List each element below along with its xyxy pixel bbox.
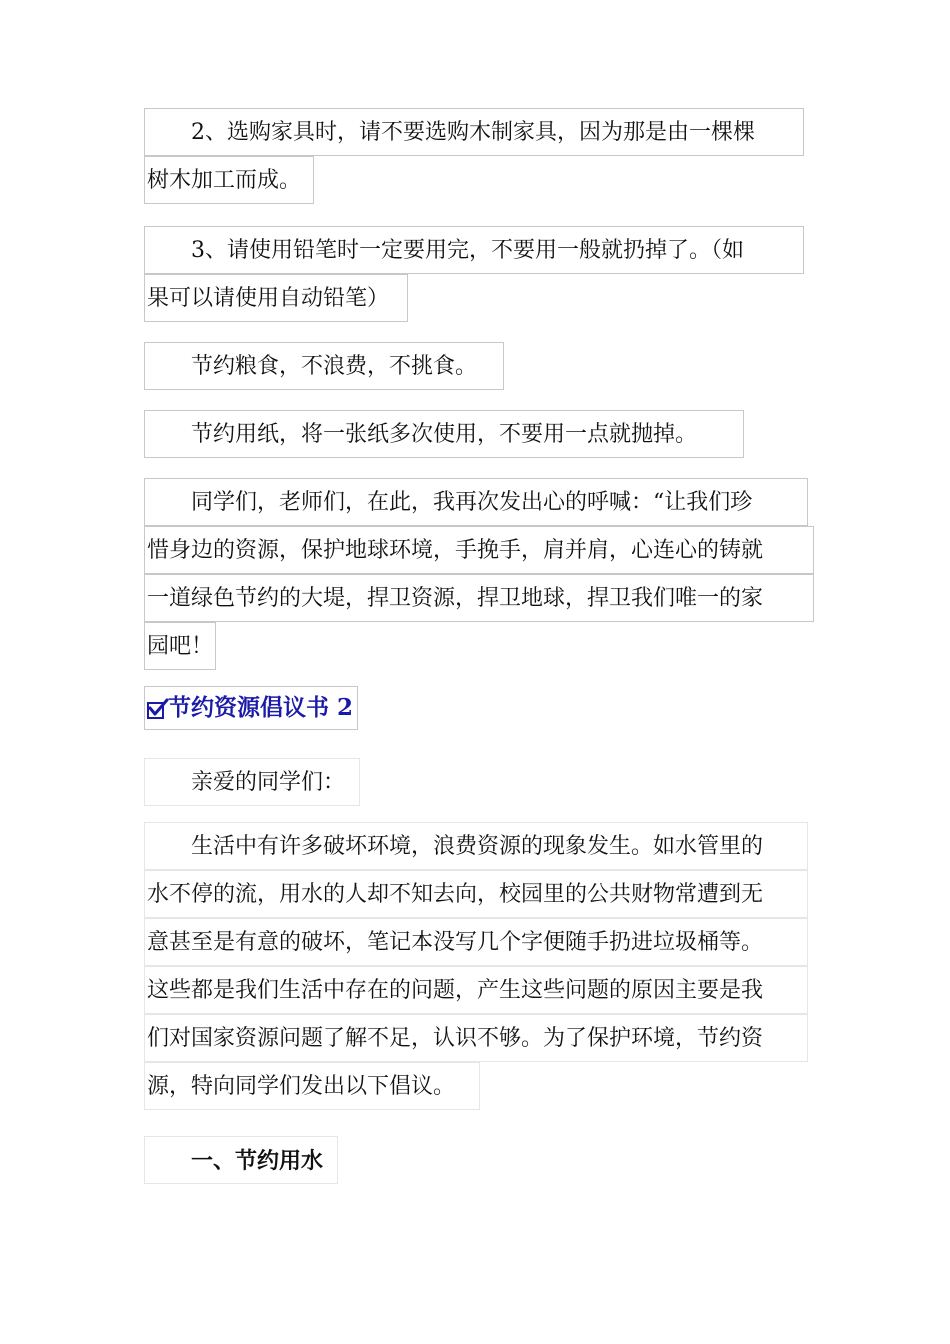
text-line: 园吧！	[144, 622, 216, 670]
paragraph-problems	[144, 822, 814, 1110]
paragraph-subheading	[144, 1136, 814, 1184]
text-line: 意甚至是有意的破坏，笔记本没写几个字便随手扔进垃圾桶等。	[144, 918, 808, 966]
text-line: 生活中有许多破坏环境，浪费资源的现象发生。如水管里的	[144, 822, 808, 870]
subheading-water: 一、节约用水	[144, 1136, 338, 1184]
text-line: 同学们，老师们，在此，我再次发出心的呼喊：“让我们珍	[144, 478, 808, 526]
text-line: 源，特向同学们发出以下倡议。	[144, 1062, 480, 1110]
text-line: 水不停的流，用水的人却不知去向，校园里的公共财物常遭到无	[144, 870, 808, 918]
section-title: 节约资源倡议书 2	[168, 694, 354, 721]
text-line: 节约用纸，将一张纸多次使用，不要用一点就抛掉。	[144, 410, 744, 458]
text-line: 一道绿色节约的大堤，捍卫资源，捍卫地球，捍卫我们唯一的家	[144, 574, 814, 622]
checkbox-checked-icon	[147, 702, 164, 719]
paragraph-appeal	[144, 478, 814, 670]
paragraph-furniture	[144, 108, 814, 204]
text-line: 树木加工而成。	[144, 156, 314, 204]
text-line: 亲爱的同学们：	[144, 758, 360, 806]
text-line: 2、选购家具时，请不要选购木制家具，因为那是由一棵棵	[144, 108, 804, 156]
paragraph-food	[144, 342, 814, 390]
text-line: 惜身边的资源，保护地球环境，手挽手，肩并肩，心连心的铸就	[144, 526, 814, 574]
text-line: 这些都是我们生活中存在的问题，产生这些问题的原因主要是我	[144, 966, 808, 1014]
text-line: 果可以请使用自动铅笔）	[144, 274, 408, 322]
paragraph-pencil	[144, 226, 814, 322]
text-line: 们对国家资源问题了解不足，认识不够。为了保护环境，节约资	[144, 1014, 808, 1062]
paragraph-greeting	[144, 758, 814, 806]
paragraph-paper	[144, 410, 814, 458]
text-line: 节约粮食，不浪费，不挑食。	[144, 342, 504, 390]
text-line: 3、请使用铅笔时一定要用完，不要用一般就扔掉了。（如	[144, 226, 804, 274]
section-heading	[144, 686, 358, 730]
